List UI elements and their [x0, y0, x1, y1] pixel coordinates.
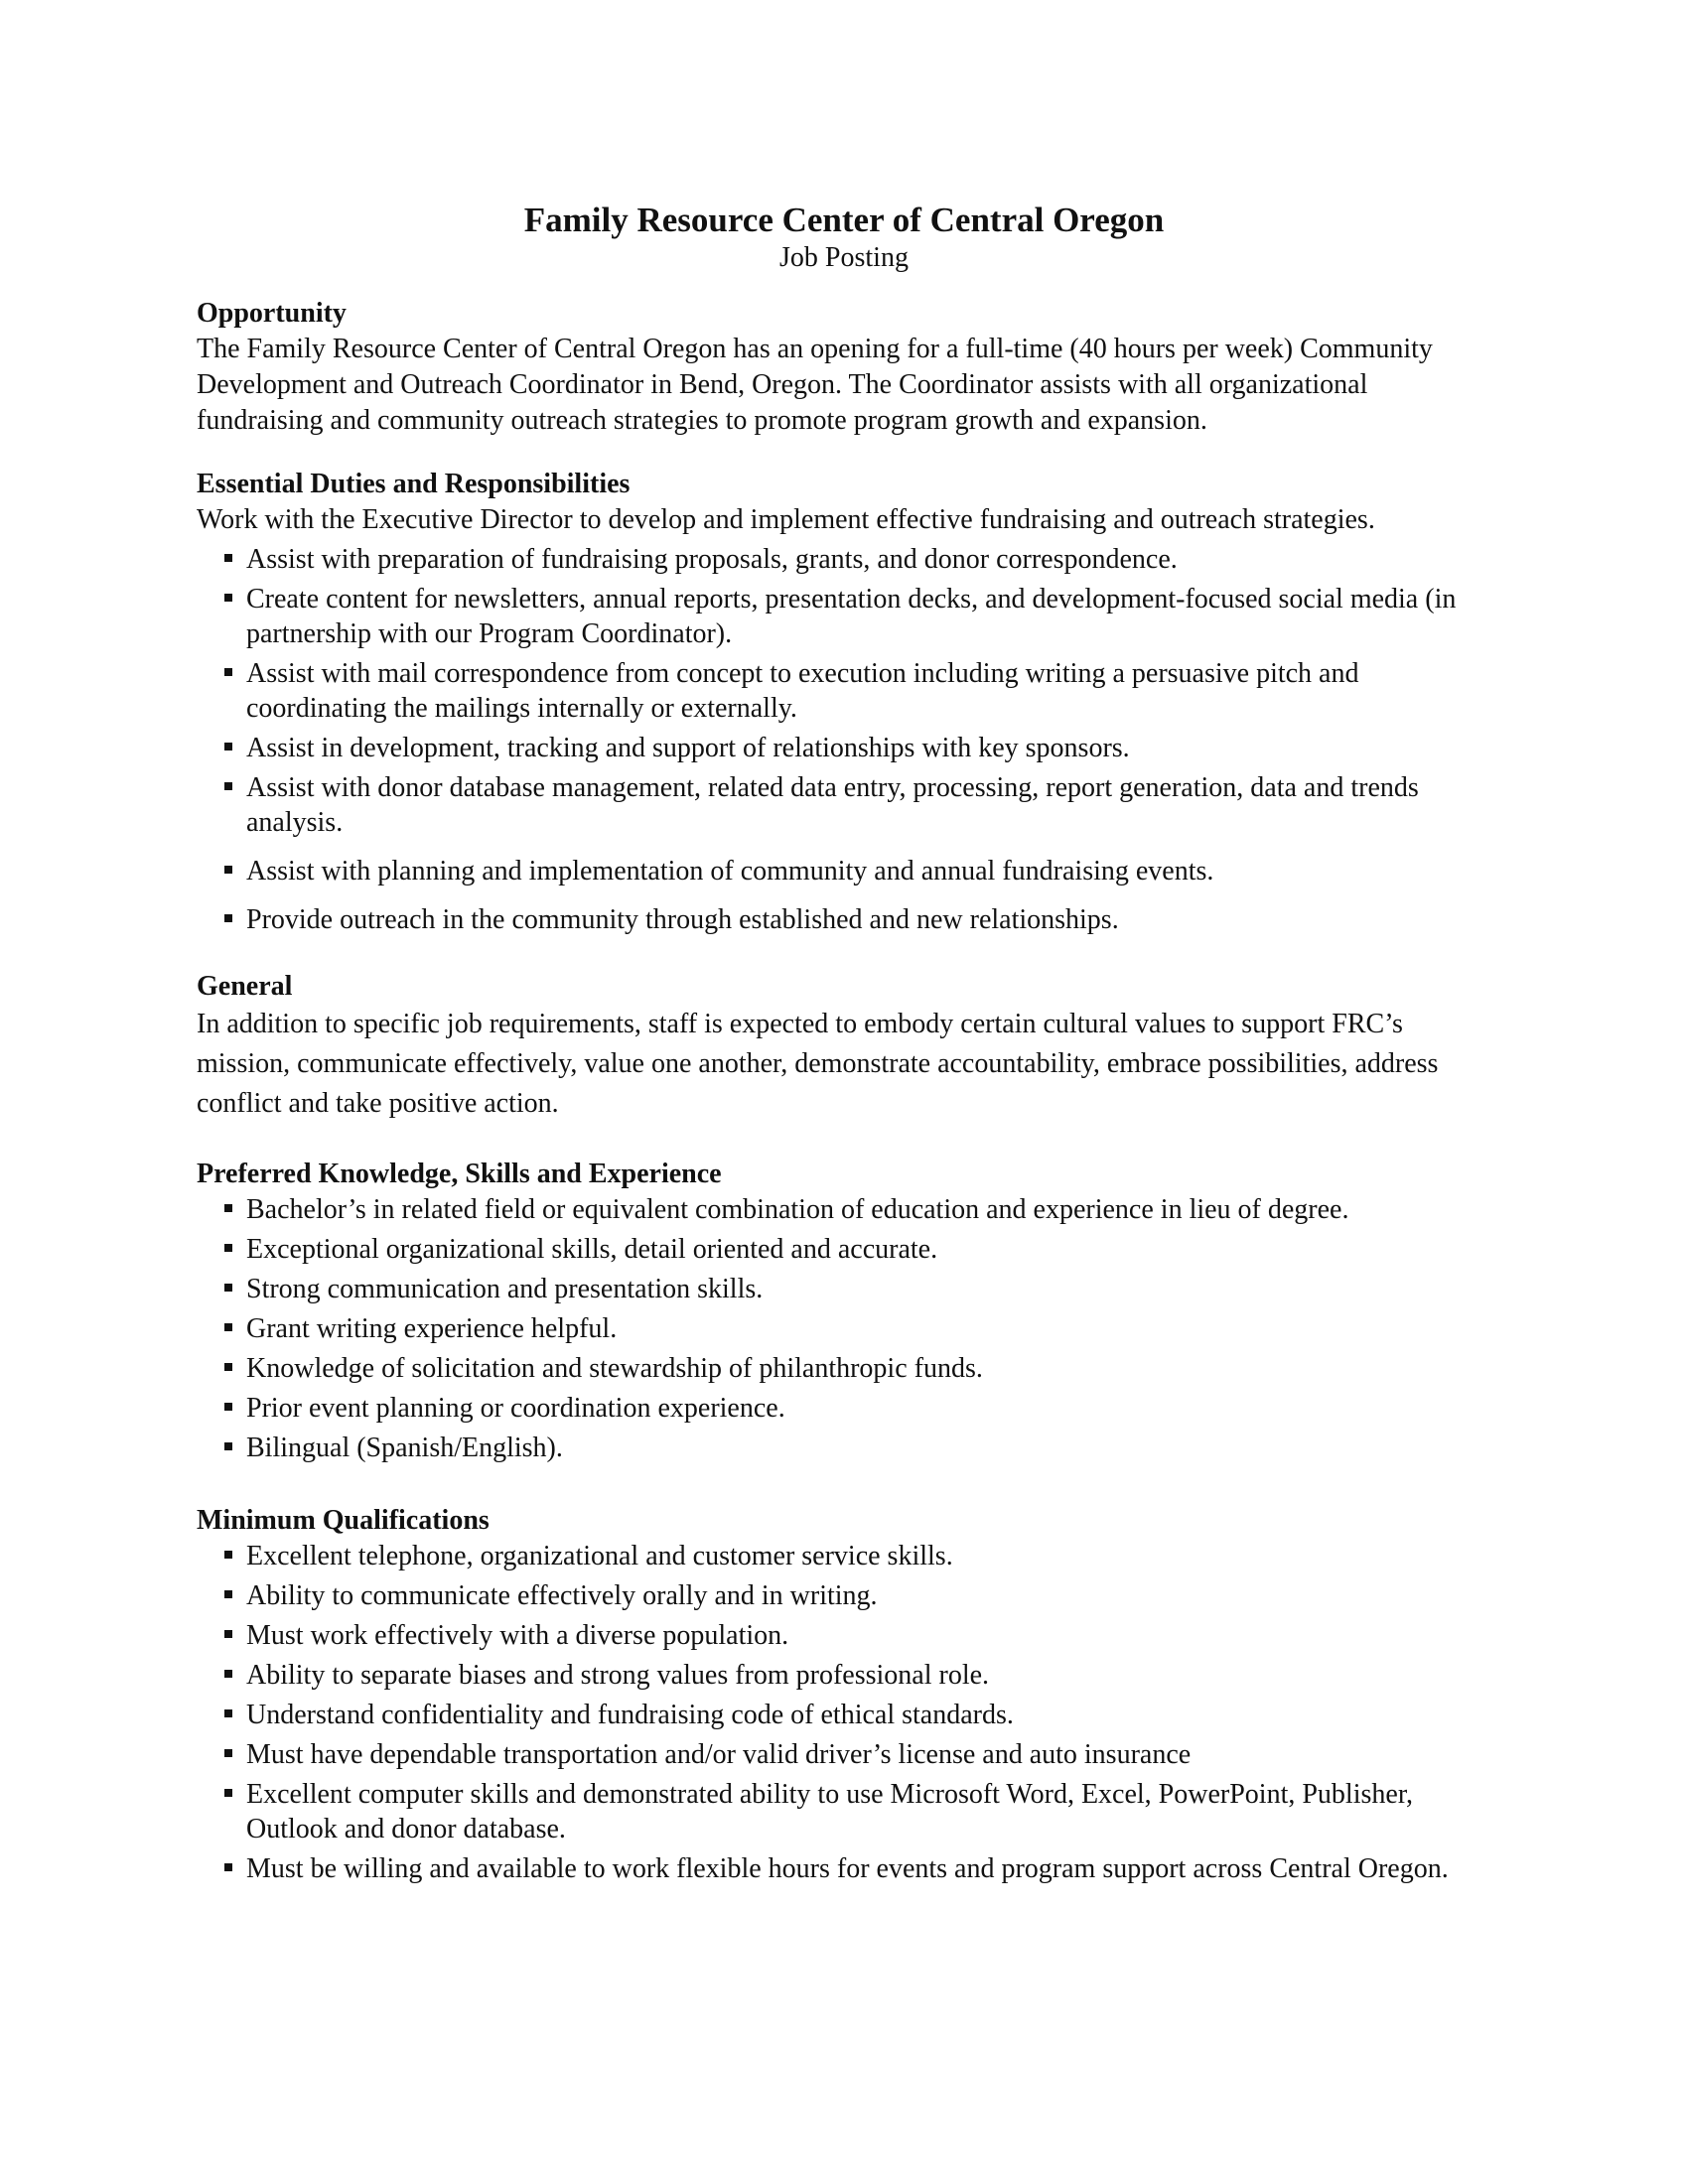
- list-item-text: Grant writing experience helpful.: [246, 1313, 618, 1344]
- bullet-icon: [224, 1442, 232, 1450]
- bullet-icon: [224, 554, 232, 562]
- duties-list: [197, 542, 1497, 937]
- bullet-icon: [224, 1323, 232, 1331]
- list-item-text: Strong communication and presentation skills.: [246, 1274, 764, 1304]
- list-item-text: Assist with preparation of fundraising proposals, grants, and donor correspondence.: [246, 544, 1178, 575]
- list-item: [197, 1618, 1497, 1653]
- list-item-text: Knowledge of solicitation and stewardship of philanthropic funds.: [246, 1353, 983, 1384]
- list-item: [197, 1658, 1497, 1693]
- list-item: [197, 1431, 1497, 1465]
- bullet-icon: [224, 1244, 232, 1252]
- bullet-icon: [224, 1363, 232, 1371]
- list-item: [197, 731, 1497, 765]
- minimum-list: [197, 1539, 1497, 1886]
- list-item-text: Assist with donor database management, related data entry, processing, report generation, data and trends analysis.: [246, 772, 1419, 838]
- opportunity-text: The Family Resource Center of Central Oregon has an opening for a full-time (40 hours per week) Community Development and Outreach Coordinator in Bend, Oregon. The Coordinator assists with all organizational fundraising and community outreach strategies to promote program growth and expansion.: [197, 334, 1433, 436]
- bullet-icon: [224, 782, 232, 790]
- general-section: [197, 969, 1497, 1124]
- list-item-text: Prior event planning or coordination experience.: [246, 1393, 785, 1424]
- bullet-icon: [224, 1284, 232, 1292]
- list-item-text: Provide outreach in the community through established and new relationships.: [246, 904, 1119, 935]
- preferred-heading: Preferred Knowledge, Skills and Experience: [197, 1159, 722, 1189]
- list-item-text: Understand confidentiality and fundraising code of ethical standards.: [246, 1700, 1014, 1730]
- list-item: [197, 1232, 1497, 1267]
- list-item-text: Ability to separate biases and strong values from professional role.: [246, 1660, 990, 1691]
- duties-heading: Essential Duties and Responsibilities: [197, 469, 631, 499]
- duties-section: [197, 467, 1497, 951]
- general-heading: General: [197, 971, 293, 1002]
- list-item-text: Ability to communicate effectively orally and in writing.: [246, 1580, 878, 1611]
- list-item: [197, 1351, 1497, 1386]
- bullet-icon: [224, 1749, 232, 1757]
- bullet-icon: [224, 1670, 232, 1678]
- duties-intro: Work with the Executive Director to develop and implement effective fundraising and outreach strategies.: [197, 504, 1375, 535]
- preferred-section: [197, 1157, 1497, 1470]
- list-item: [197, 770, 1497, 840]
- bullet-icon: [224, 1204, 232, 1212]
- list-item-text: Bachelor’s in related field or equivalent combination of education and experience in lieu of degree.: [246, 1194, 1349, 1225]
- bullet-icon: [224, 594, 232, 602]
- list-item: [197, 656, 1497, 726]
- bullet-icon: [224, 1709, 232, 1717]
- list-item: [197, 1851, 1497, 1886]
- bullet-icon: [224, 914, 232, 922]
- page-title: Family Resource Center of Central Oregon: [523, 201, 1165, 239]
- bullet-icon: [224, 1590, 232, 1598]
- list-item-text: Create content for newsletters, annual reports, presentation decks, and development-focused social media (in partnership with our Program Coordinator).: [246, 584, 1457, 649]
- opportunity-section: [197, 296, 1497, 439]
- list-item-text: Assist with mail correspondence from concept to execution including writing a persuasive pitch and coordinating the mailings internally or externally.: [246, 658, 1359, 724]
- list-item-text: Must work effectively with a diverse population.: [246, 1620, 789, 1651]
- list-item: [197, 1311, 1497, 1346]
- bullet-icon: [224, 668, 232, 676]
- list-item: [197, 1777, 1497, 1846]
- list-item: [197, 1192, 1497, 1227]
- list-item: [197, 582, 1497, 651]
- bullet-icon: [224, 1863, 232, 1871]
- bullet-icon: [224, 1630, 232, 1638]
- preferred-list: [197, 1192, 1497, 1465]
- list-item-text: Assist with planning and implementation of community and annual fundraising events.: [246, 856, 1214, 887]
- bullet-icon: [224, 1789, 232, 1797]
- minimum-section: [197, 1503, 1497, 1891]
- list-item: [197, 542, 1497, 577]
- list-item: [197, 1391, 1497, 1426]
- bullet-icon: [224, 1403, 232, 1411]
- list-item-text: Excellent telephone, organizational and customer service skills.: [246, 1541, 953, 1571]
- bullet-icon: [224, 1551, 232, 1559]
- opportunity-heading: Opportunity: [197, 298, 347, 329]
- list-item: [197, 1698, 1497, 1732]
- list-item: [197, 1539, 1497, 1573]
- list-item-text: Must have dependable transportation and/or valid driver’s license and auto insurance: [246, 1739, 1192, 1770]
- general-text: In addition to specific job requirements, staff is expected to embody certain cultural values to support FRC’s mission, communicate effectively, value one another, demonstrate accountability, embrace possibilities, address conflict and take positive action.: [197, 1009, 1439, 1119]
- document-header: [0, 199, 1688, 274]
- bullet-icon: [224, 866, 232, 874]
- page-subtitle: Job Posting: [779, 242, 909, 273]
- list-item-text: Exceptional organizational skills, detail oriented and accurate.: [246, 1234, 938, 1265]
- bullet-icon: [224, 743, 232, 751]
- list-item-text: Bilingual (Spanish/English).: [246, 1433, 563, 1463]
- minimum-heading: Minimum Qualifications: [197, 1505, 490, 1536]
- list-item: [197, 1272, 1497, 1306]
- list-item: [197, 902, 1497, 937]
- list-item: [197, 1737, 1497, 1772]
- list-item: [197, 854, 1497, 888]
- list-item: [197, 1578, 1497, 1613]
- list-item-text: Excellent computer skills and demonstrated ability to use Microsoft Word, Excel, PowerPoint, Publisher, Outlook and donor database.: [246, 1779, 1414, 1844]
- list-item-text: Assist in development, tracking and support of relationships with key sponsors.: [246, 733, 1130, 763]
- list-item-text: Must be willing and available to work flexible hours for events and program support across Central Oregon.: [246, 1853, 1449, 1884]
